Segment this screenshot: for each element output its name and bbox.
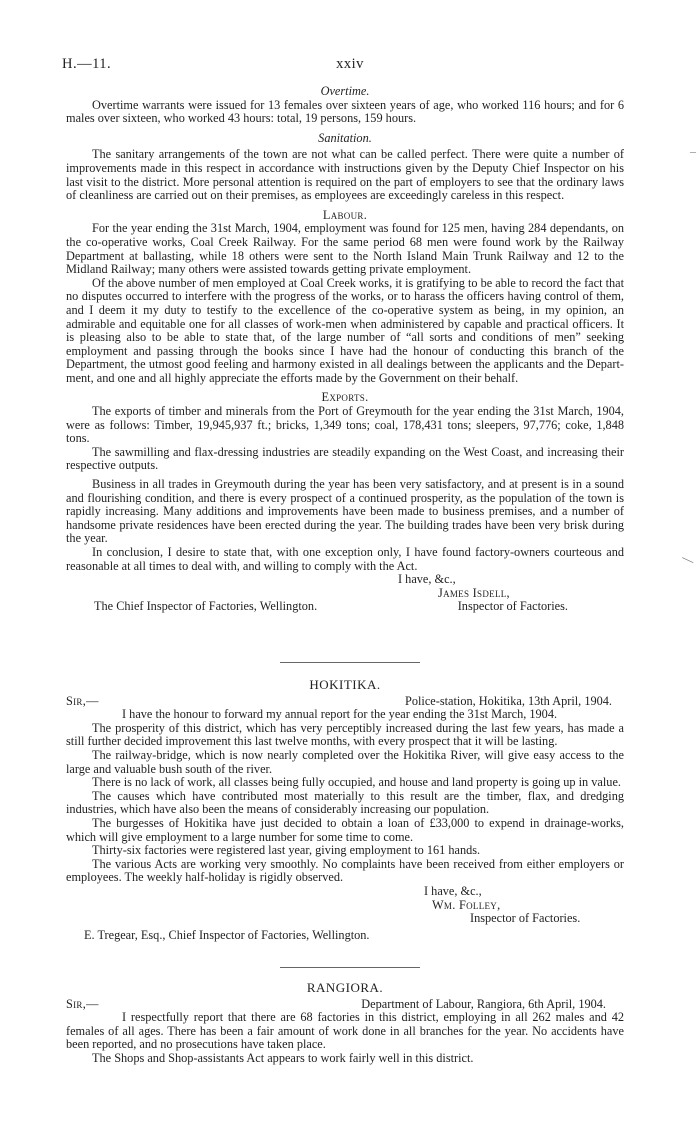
labour-paragraph-1: For the year ending the 31st March, 1904, employment was found for 125 men, having 284 dependants, on the co-operative works, Coal Creek Railway. For the same period 68 men were found work by the Railway Department at ballasting, while 18 others were sent to the North Island Main Trunk Railway and 12 to the Midland Railway; many others were assisted towards getting private employment. (66, 221, 624, 277)
dateline-rangiora: Department of Labour, Rangiora, 6th April, 1904. (361, 996, 606, 1011)
heading-hokitika: HOKITIKA. (309, 677, 381, 692)
hokitika-report (66, 678, 624, 942)
closing-greymouth: I have, &c., (398, 572, 456, 587)
addressee-hokitika: E. Tregear, Esq., Chief Inspector of Factories, Wellington. (84, 927, 370, 942)
rangiora-report (66, 981, 624, 1066)
dateline-hokitika: Police-station, Hokitika, 13th April, 1904. (405, 693, 612, 708)
page-number: xxiv (336, 56, 364, 72)
section-heading-labour: Labour. (322, 207, 368, 222)
heading-rangiora: RANGIORA. (306, 980, 384, 995)
section-heading-exports: Exports. (321, 390, 369, 405)
divider-rule-1 (280, 662, 420, 663)
title-greymouth: Inspector of Factories. (457, 599, 568, 614)
signature-greymouth: James Isdell, (438, 585, 510, 600)
divider-rule-2 (280, 967, 420, 968)
hokitika-paragraph-8: The various Acts are working very smoothly. No complaints have been received from either employers or employees. The weekly half-holiday is rigidly observed. (66, 856, 624, 885)
margin-mark-top: – (690, 144, 696, 158)
salutation-rangiora: Sir,— (66, 996, 99, 1011)
signature-hokitika: Wm. Folley, (432, 897, 501, 912)
hokitika-paragraph-5: The causes which have contributed most materially to this result are the timber, flax, and dredging industries, which have also been the means of considerably increasing our population. (66, 788, 624, 817)
section-heading-sanitation: Sanitation. (318, 130, 372, 145)
labour-paragraph-2: Of the above number of men employed at Coal Creek works, it is gratifying to be able to record the fact that no disputes occurred to interfere with the progress of the works, or to harass the officers having control of them, and I deem it my duty to testify to the excellence of the co-operative system as being, in my opinion, an admirable and equitable one for all classes of work-men when administered by capable and practical officers. It is pleasing also to be able to state that, of the large number of “all sorts and conditions of men” seeking employment and passing through the books since I have had the honour of conducting this branch of the Department, the utmost good feeling and harmony existed in all dealings between the applicants and the Depart-ment, and one and all highly appreciate the efforts made by the Government on their behalf. (66, 275, 625, 385)
document-reference: H.—11. (62, 56, 112, 72)
hokitika-paragraph-7: Thirty-six factories were registered last year, giving employment to 161 hands. (92, 843, 481, 858)
overtime-paragraph: Overtime warrants were issued for 13 females over sixteen years of age, who worked 116 hours; and for 6 males over sixteen, who worked 43 hours: total, 19 persons, 159 hours. (66, 97, 624, 126)
hokitika-paragraph-6: The burgesses of Hokitika have just decided to obtain a loan of £33,000 to expend in drainage-works, which will give employment to a large number for some time to come. (66, 815, 624, 844)
margin-mark-middle: — (679, 550, 697, 568)
hokitika-paragraph-4: There is no lack of work, all classes being fully occupied, and house and land property is going up in value. (92, 775, 621, 790)
greymouth-report (66, 85, 624, 614)
hokitika-paragraph-1: I have the honour to forward my annual report for the year ending the 31st March, 1904. (122, 707, 558, 722)
sanitation-paragraph: The sanitary arrangements of the town are not what can be called perfect. There were quite a number of improvements made in this respect in accordance with instructions given by the Deputy Chief Inspector on his last visit to the district. More personal attention is required on the part of employers to see that the ordinary laws of cleanliness are carried out on their premises, as employees are exceedingly careless in this respect. (66, 147, 624, 203)
rangiora-paragraph-1: I respectfully report that there are 68 factories in this district, employing in all 262 males and 42 females of all ages. There has been a fair amount of work done in all branches for the year. No accidents have been reported, and no prosecutions have taken place. (66, 1010, 624, 1052)
section-heading-overtime: Overtime. (320, 84, 370, 98)
hokitika-paragraph-3: The railway-bridge, which is now nearly completed over the Hokitika River, will give easy access to the large and valuable bush south of the river. (66, 747, 624, 776)
rangiora-paragraph-2: The Shops and Shop-assistants Act appears to work fairly well in this district. (92, 1050, 474, 1065)
hokitika-paragraph-2: The prosperity of this district, which has very perceptibly increased during the last few years, has made a still further decided improvement this last twelve months, with every prospect that it will be lasting. (66, 720, 624, 749)
closing-hokitika: I have, &c., (424, 883, 482, 898)
exports-paragraph-2: The sawmilling and flax-dressing industries are steadily expanding on the West Coast, and increasing their respective outputs. (66, 444, 624, 473)
exports-paragraph-1: The exports of timber and minerals from the Port of Greymouth for the year ending the 31st March, 1904, were as follows: Timber, 19,945,937 ft.; bricks, 1,349 tons; coal, 178,431 tons; sleepers, 97,776; coke, 1,848 tons. (66, 404, 624, 446)
exports-paragraph-3: Business in all trades in Greymouth during the year has been very satisfactory, and at present is in a sound and flourishing condition, and there is every prospect of a continued prosperity, as the population of the town is rapidly increasing. Many additions and improvements have been made to business premises, and a number of handsome private residences have been erected during the year. The building trades have been very brisk during the year. (66, 477, 624, 546)
exports-paragraph-4: In conclusion, I desire to state that, with one exception only, I have found factory-owners courteous and reasonable at all times to deal with, and willing to comply with the Act. (66, 545, 624, 573)
title-hokitika: Inspector of Factories. (470, 911, 581, 926)
addressee-greymouth: The Chief Inspector of Factories, Wellington. (94, 599, 318, 614)
salutation-hokitika: Sir,— (66, 693, 99, 708)
